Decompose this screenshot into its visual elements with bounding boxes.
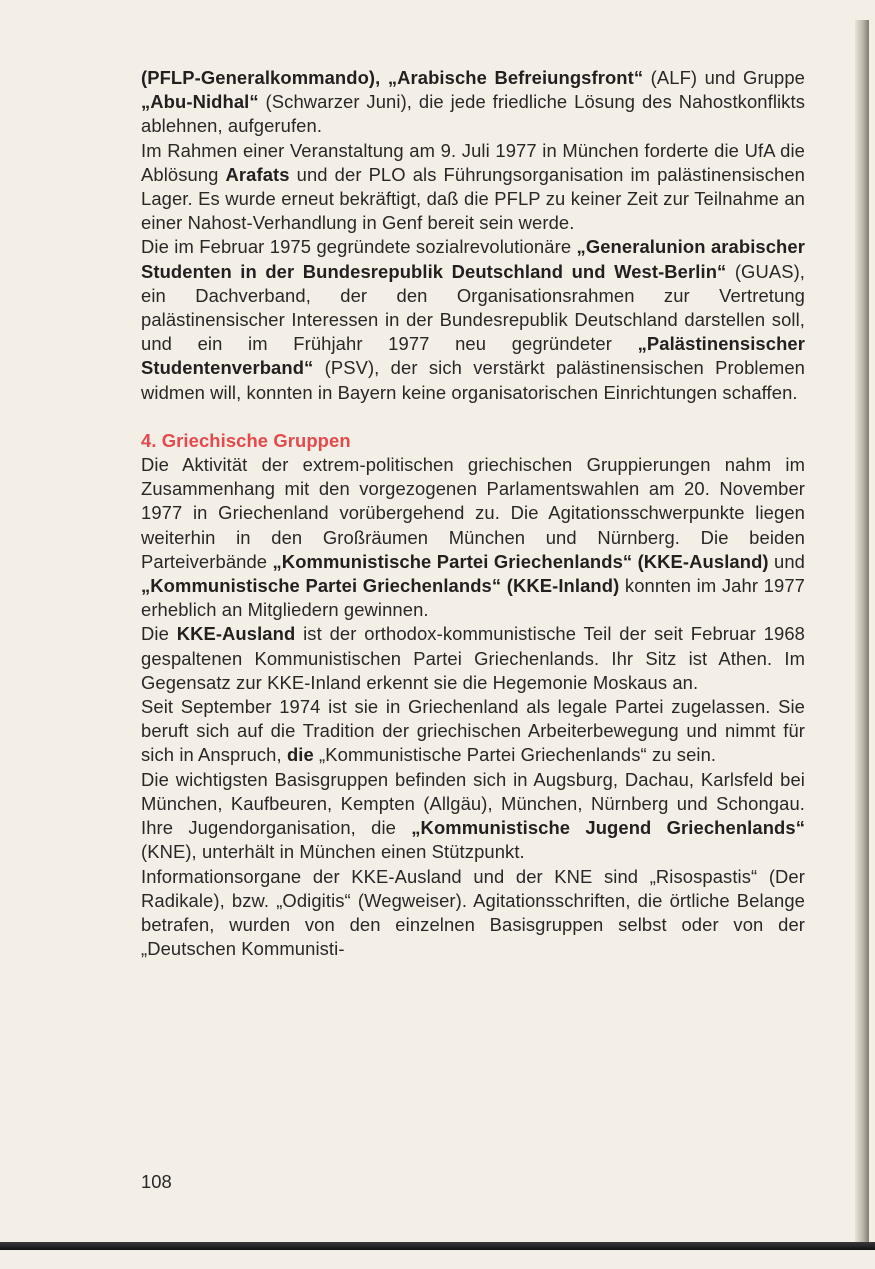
paragraph <box>141 453 805 622</box>
page-number: 108 <box>141 1171 172 1192</box>
paragraph <box>141 66 805 139</box>
page-edge-shadow <box>855 20 869 1242</box>
main-text <box>141 66 805 961</box>
bold-text: KKE-Ausland <box>176 623 296 645</box>
bold-text: (PFLP-Generalkommando), „Arabische Befreiungsfront“ <box>141 67 644 88</box>
text-segment: (PSV), der sich verstärkt palästinensischen Problemen widmen will, konnten in Bayern keine organisatorischen Einrichtungen schaffen. <box>141 357 805 403</box>
text-segment: und <box>768 550 805 572</box>
text-segment: Seit September 1974 ist sie in Griechenland als legale Partei zugelassen. Sie beruft sich auf die Tradition der griechischen Arbeiterbewegung und nimmt für sich in Anspruch, <box>141 696 805 766</box>
paragraph <box>141 865 805 962</box>
paragraph <box>141 235 805 404</box>
text-segment: Die Aktivität der extrem-politischen griechischen Gruppierungen nahm im Zusammenhang mit den vorgezogenen Parlamentswahlen am 20. November 1977 in Griechenland vorübergehend zu. Die Agitationsschwerpunkte liegen weiterhin in den Großräumen München und Nürnberg. Die beiden Parteiverbände <box>141 454 805 572</box>
text-segment: Informationsorgane der KKE-Ausland und der KNE sind „Risospastis“ (Der Radikale), bzw. „Odigitis“ (Wegweiser). Agitationsschriften, die örtliche Belange betrafen, wurden von den einzelnen Basisgruppen selbst oder von der „Deutschen Kommunisti- <box>141 865 805 960</box>
scan-bottom-edge <box>0 1242 875 1250</box>
text-segment: (KNE), unterhält in München einen Stützpunkt. <box>141 841 525 863</box>
text-segment: und der PLO als Führungsorganisation im palästinensischen Lager. Es wurde erneut bekräftigt, daß die PFLP zu keiner Zeit zur Teilnahme an einer Nahost-Verhandlung in Genf bereit sein werde. <box>141 163 805 234</box>
top-paragraphs <box>141 66 805 405</box>
paragraph <box>141 768 805 865</box>
section-paragraphs <box>141 453 805 961</box>
paragraph <box>141 622 805 695</box>
text-segment: Die im Februar 1975 gegründete sozialrevolutionäre <box>141 236 577 258</box>
bold-text: „Kommunistische Jugend Griechenlands“ <box>411 817 805 839</box>
bold-text: „Kommunistische Partei Griechenlands“ (KKE-Ausland) <box>272 550 769 572</box>
bold-text: „Abu-Nidhal“ <box>141 91 259 113</box>
bold-text: „Generalunion arabischer Studenten in der Bundesrepublik Deutschland und West-Berlin“ <box>141 236 805 282</box>
bold-text: „Kommunistische Partei Griechenlands“ (KKE-Inland) <box>141 575 620 597</box>
text-segment: (Schwarzer Juni), die jede friedliche Lösung des Nahostkonflikts ablehnen, aufgerufen. <box>141 91 805 137</box>
text-segment: konnten im Jahr 1977 erheblich an Mitgliedern gewinnen. <box>141 575 805 621</box>
bold-text: „Palästinensischer Studentenverband“ <box>141 333 805 379</box>
text-segment: Im Rahmen einer Veranstaltung am 9. Juli 1977 in München forderte die UfA die Ablösung <box>141 139 805 185</box>
paragraph <box>141 695 805 768</box>
section-heading: 4. Griechische Gruppen <box>141 429 351 451</box>
text-segment: (ALF) und Gruppe <box>643 67 805 88</box>
text-segment: (GUAS), ein Dachverband, der den Organisationsrahmen zur Vertretung palästinensischer Interessen in der Bundesrepublik Deutschland darstellen soll, und ein im Frühjahr 1977 neu gegründeter <box>141 260 806 355</box>
bold-text: Arafats <box>225 163 290 185</box>
text-segment: „Kommunistische Partei Griechenlands“ zu sein. <box>313 744 717 766</box>
bold-text: die <box>286 744 314 766</box>
paragraph <box>141 139 805 236</box>
text-segment: Die wichtigsten Basisgruppen befinden sich in Augsburg, Dachau, Karlsfeld bei München, Kaufbeuren, Kempten (Allgäu), München, Nürnberg und Schongau. Ihre Jugendorganisation, die <box>141 768 805 839</box>
text-segment: Die <box>141 623 177 645</box>
text-segment: ist der orthodox-kommunistische Teil der seit Februar 1968 gespaltenen Kommunistischen Partei Griechenlands. Ihr Sitz ist Athen. Im Gegensatz zur KKE-Inland erkennt sie die Hegemonie Moskaus an. <box>141 623 805 693</box>
